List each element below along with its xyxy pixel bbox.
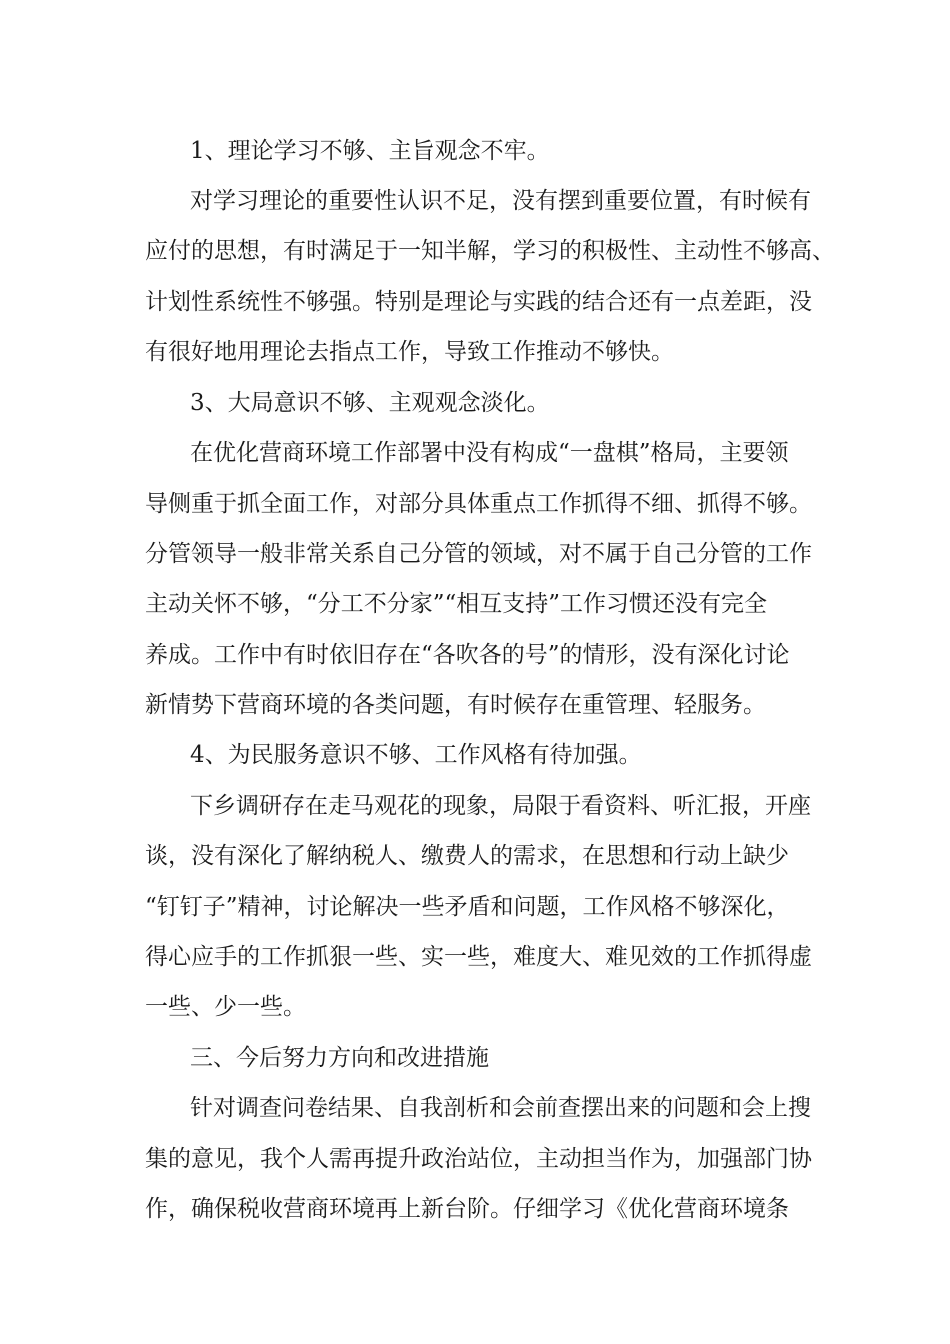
paragraph-line: 针对调查问卷结果、自我剖析和会前查摆出来的问题和会上搜: [190, 1095, 811, 1121]
paragraph-line: 作，确保税收营商环境再上新台阶。仔细学习《优化营商环境条: [145, 1196, 789, 1222]
paragraph-line: 对学习理论的重要性认识不足，没有摆到重要位置，有时候有: [190, 188, 811, 214]
paragraph-line: “钉钉子”精神，讨论解决一些矛盾和问题，工作风格不够深化，: [145, 894, 790, 920]
paragraph-line: 有很好地用理论去指点工作，导致工作推动不够快。: [145, 339, 674, 365]
paragraph-line: 在优化营商环境工作部署中没有构成“一盘棋”格局，主要领: [190, 440, 789, 466]
heading-service-awareness: 4、为民服务意识不够、工作风格有待加强。: [190, 742, 642, 768]
paragraph-line: 导侧重于抓全面工作，对部分具体重点工作抓得不细、抓得不够。: [145, 491, 812, 517]
paragraph-line: 养成。工作中有时依旧存在“各吹各的号”的情形，没有深化讨论: [145, 642, 790, 668]
paragraph-line: 得心应手的工作抓狠一些、实一些，难度大、难见效的工作抓得虚: [145, 944, 812, 970]
paragraph-line: 主动关怀不够，“分工不分家”“相互支持”工作习惯还没有完全: [145, 591, 768, 617]
heading-improvement-measures: 三、今后努力方向和改进措施: [190, 1045, 489, 1071]
paragraph-line: 应付的思想，有时满足于一知半解，学习的积极性、主动性不够高、: [145, 238, 835, 264]
paragraph-line: 谈，没有深化了解纳税人、缴费人的需求，在思想和行动上缺少: [145, 843, 789, 869]
heading-overall-awareness: 3、大局意识不够、主观观念淡化。: [190, 390, 550, 416]
heading-theory-study: 1、理论学习不够、主旨观念不牢。: [190, 138, 550, 164]
paragraph-line: 分管领导一般非常关系自己分管的领域，对不属于自己分管的工作: [145, 541, 812, 567]
paragraph-line: 计划性系统性不够强。特别是理论与实践的结合还有一点差距，没: [145, 289, 812, 315]
paragraph-line: 下乡调研存在走马观花的现象，局限于看资料、听汇报，开座: [190, 793, 811, 819]
paragraph-line: 新情势下营商环境的各类问题，有时候存在重管理、轻服务。: [145, 692, 766, 718]
paragraph-line: 集的意见，我个人需再提升政治站位，主动担当作为，加强部门协: [145, 1146, 812, 1172]
paragraph-line: 一些、少一些。: [145, 994, 306, 1020]
